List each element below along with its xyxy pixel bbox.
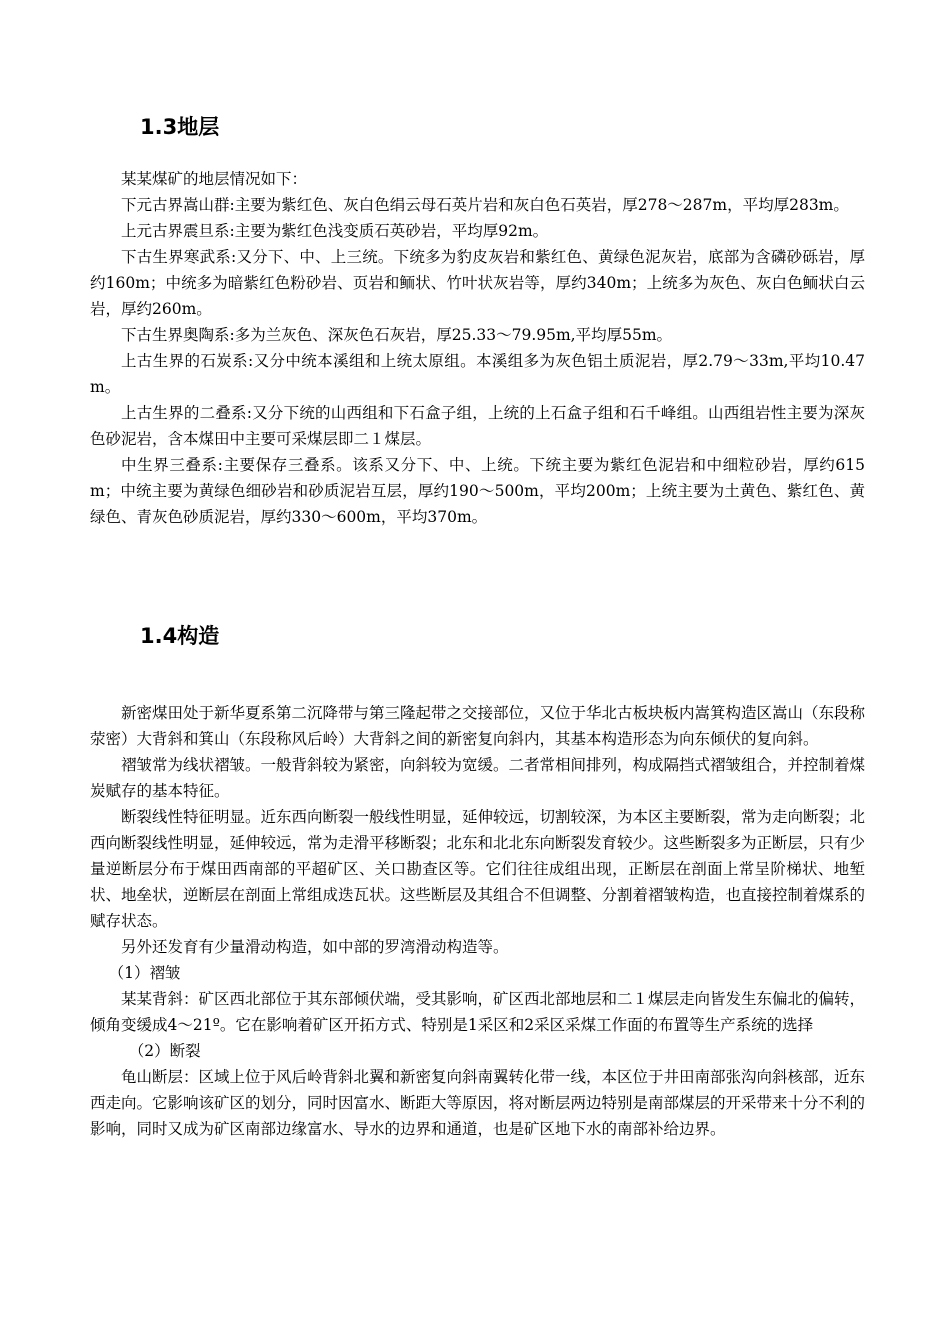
structure-paragraph-folds: 褶皱常为线状褶皱。一般背斜较为紧密，向斜较为宽缓。二者常相间排列，构成隔挡式褶皱组合，并控制着煤炭赋存的基本特征。: [90, 756, 866, 800]
structure-paragraph-slides: 另外还发育有少量滑动构造，如中部的罗湾滑动构造等。: [121, 938, 509, 956]
section-heading-structure: 1.4构造: [140, 624, 220, 648]
strata-paragraph-permian: 上古生界的二叠系:又分下统的山西组和下石盒子组，上统的上石盒子组和石千峰组。山西组岩性主要为深灰色砂泥岩，含本煤田中主要可采煤层即二１煤层。: [90, 404, 865, 448]
fold-paragraph-anticline: 某某背斜：矿区西北部位于其东部倾伏端，受其影响，矿区西北部地层和二１煤层走向皆发生东偏北的偏转，倾角变缓成4～21º。它在影响着矿区开拓方式、特别是1采区和2采区采煤工作面的布置等生产系统的选择: [90, 990, 866, 1034]
strata-section-body: [90, 166, 865, 530]
structure-section-body: [90, 700, 865, 1142]
strata-paragraph-carboniferous: 上古生界的石炭系:又分中统本溪组和上统太原组。本溪组多为灰色铝土质泥岩，厚2.79～33m,平均10.47m。: [90, 352, 865, 396]
strata-paragraph-cambrian: 下古生界寒武系:又分下、中、上三统。下统多为豹皮灰岩和紫红色、黄绿色泥灰岩，底部为含磷砂砾岩，厚约160m；中统多为暗紫红色粉砂岩、页岩和鲕状、竹叶状灰岩等，厚约340m；上统多为灰色、灰白色鲕状白云岩，厚约260m。: [90, 248, 865, 318]
structure-paragraph-overview: 新密煤田处于新华夏系第二沉降带与第三隆起带之交接部位，又位于华北古板块板内嵩箕构造区嵩山（东段称荥密）大背斜和箕山（东段称风后岭）大背斜之间的新密复向斜内，其基本构造形态为向东倾伏的复向斜。: [90, 704, 866, 748]
fault-subheading: （2）断裂: [128, 1042, 201, 1060]
strata-intro-paragraph: 某某煤矿的地层情况如下：: [121, 170, 308, 188]
fault-paragraph-guishan: 龟山断层：区域上位于风后岭背斜北翼和新密复向斜南翼转化带一线，本区位于井田南部张沟向斜核部，近东西走向。它影响该矿区的划分，同时因富水、断距大等原因，将对断层两边特别是南部煤层的开采带来十分不利的影响，同时又成为矿区南部边缘富水、导水的边界和通道，也是矿区地下水的南部补给边界。: [90, 1068, 866, 1138]
section-heading-strata: 1.3地层: [140, 115, 220, 139]
strata-paragraph-triassic: 中生界三叠系:主要保存三叠系。该系又分下、中、上统。下统主要为紫红色泥岩和中细粒砂岩，厚约615m；中统主要为黄绿色细砂岩和砂质泥岩互层，厚约190～500m，平均200m；上统主要为土黄色、紫红色、黄绿色、青灰色砂质泥岩，厚约330～600m，平均370m。: [90, 456, 865, 526]
fold-subheading: （1）褶皱: [108, 964, 181, 982]
strata-paragraph-sinian: 上元古界震旦系:主要为紫红色浅变质石英砂岩，平均厚92m。: [121, 222, 549, 240]
strata-paragraph-songshan: 下元古界嵩山群:主要为紫红色、灰白色绢云母石英片岩和灰白色石英岩，厚278～287m，平均厚283m。: [121, 196, 849, 214]
structure-paragraph-faults: 断裂线性特征明显。近东西向断裂一般线性明显，延伸较远，切割较深，为本区主要断裂，常为走向断裂；北西向断裂线性明显，延伸较远，常为走滑平移断裂；北东和北北东向断裂发育较少。这些断裂多为正断层，只有少量逆断层分布于煤田西南部的平超矿区、关口勘查区等。它们往往成组出现，正断层在剖面上常呈阶梯状、地堑状、地垒状，逆断层在剖面上常组成迭瓦状。这些断层及其组合不但调整、分割着褶皱构造，也直接控制着煤系的赋存状态。: [90, 808, 866, 930]
strata-paragraph-ordovician: 下古生界奥陶系:多为兰灰色、深灰色石灰岩，厚25.33～79.95m,平均厚55m。: [121, 326, 673, 344]
